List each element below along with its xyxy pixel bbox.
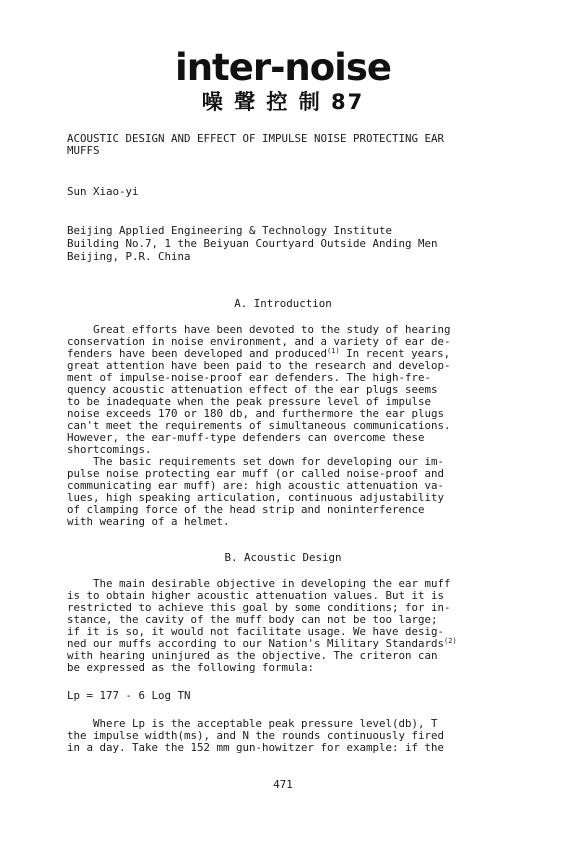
affiliation-line-3: Beijing, P.R. China xyxy=(67,250,191,263)
section-b-heading: B. Acoustic Design xyxy=(224,551,342,564)
body-line: with wearing of a helmet. xyxy=(67,515,230,528)
body-line: stance, the cavity of the muff body can not be too large; xyxy=(67,613,438,626)
conference-logo-subtitle: 噪 聲 控 制 87 xyxy=(201,90,365,114)
body-line: great attention have been paid to the research and develop- xyxy=(67,359,451,372)
body-line: the impulse width(ms), and N the rounds continuously fired xyxy=(67,729,445,742)
body-line: The main desirable objective in developing the ear muff xyxy=(67,577,451,590)
affiliation-line-2: Building No.7, 1 the Beiyuan Courtyard Outside Anding Men xyxy=(67,237,438,250)
body-line: of clamping force of the head strip and noninterference xyxy=(67,503,425,516)
body-text: ned our muffs according to our Nation's Military Standards xyxy=(67,637,445,650)
body-text: fenders have been developed and produced xyxy=(67,347,328,360)
reference-marker: (2) xyxy=(444,637,457,645)
body-line: pulse noise protecting ear muff (or called noise-proof and xyxy=(67,467,445,480)
body-line: Great efforts have been devoted to the study of hearing xyxy=(67,323,451,336)
body-line: if it is so, it would not facilitate usage. We have desig- xyxy=(67,625,445,638)
body-line: with hearing uninjured as the objective. The criteron can xyxy=(67,649,438,662)
conference-logo: inter-noise xyxy=(175,46,391,89)
section-a-heading: A. Introduction xyxy=(234,297,332,310)
body-line: can't meet the requirements of simultaneous communications. xyxy=(67,419,451,432)
author-name: Sun Xiao-yi xyxy=(67,185,139,198)
body-line: in a day. Take the 152 mm gun-howitzer for example: if the xyxy=(67,741,445,754)
body-line: quency acoustic attenuation effect of the ear plugs seems xyxy=(67,383,438,396)
body-text: In recent years, xyxy=(339,347,451,360)
body-line: is to obtain higher acoustic attenuation values. But it is xyxy=(67,589,445,602)
paper-title-line-1: ACOUSTIC DESIGN AND EFFECT OF IMPULSE NOISE PROTECTING EAR xyxy=(67,132,445,145)
body-line: The basic requirements set down for developing our im- xyxy=(67,455,445,468)
body-line: lues, high speaking articulation, continuous adjustability xyxy=(67,491,445,504)
body-line: be expressed as the following formula: xyxy=(67,661,315,674)
affiliation-line-1: Beijing Applied Engineering & Technology Institute xyxy=(67,224,393,237)
body-line: However, the ear-muff-type defenders can overcome these xyxy=(67,431,425,444)
paper-title-line-2: MUFFS xyxy=(67,144,100,157)
body-line: to be inadequate when the peak pressure level of impulse xyxy=(67,395,432,408)
body-line: shortcomings. xyxy=(67,443,152,456)
body-line: ment of impulse-noise-proof ear defenders. The high-fre- xyxy=(67,371,432,384)
body-line: Where Lp is the acceptable peak pressure level(db), T xyxy=(67,717,438,730)
formula: Lp = 177 - 6 Log TN xyxy=(67,689,191,702)
body-line: conservation in noise environment, and a variety of ear de- xyxy=(67,335,451,348)
body-line: restricted to achieve this goal by some conditions; for in- xyxy=(67,601,451,614)
body-line: noise exceeds 170 or 180 db, and furthermore the ear plugs xyxy=(67,407,445,420)
page-number: 471 xyxy=(273,778,293,791)
reference-marker: (1) xyxy=(327,347,340,355)
body-line: communicating ear muff) are: high acoustic attenuation va- xyxy=(67,479,445,492)
